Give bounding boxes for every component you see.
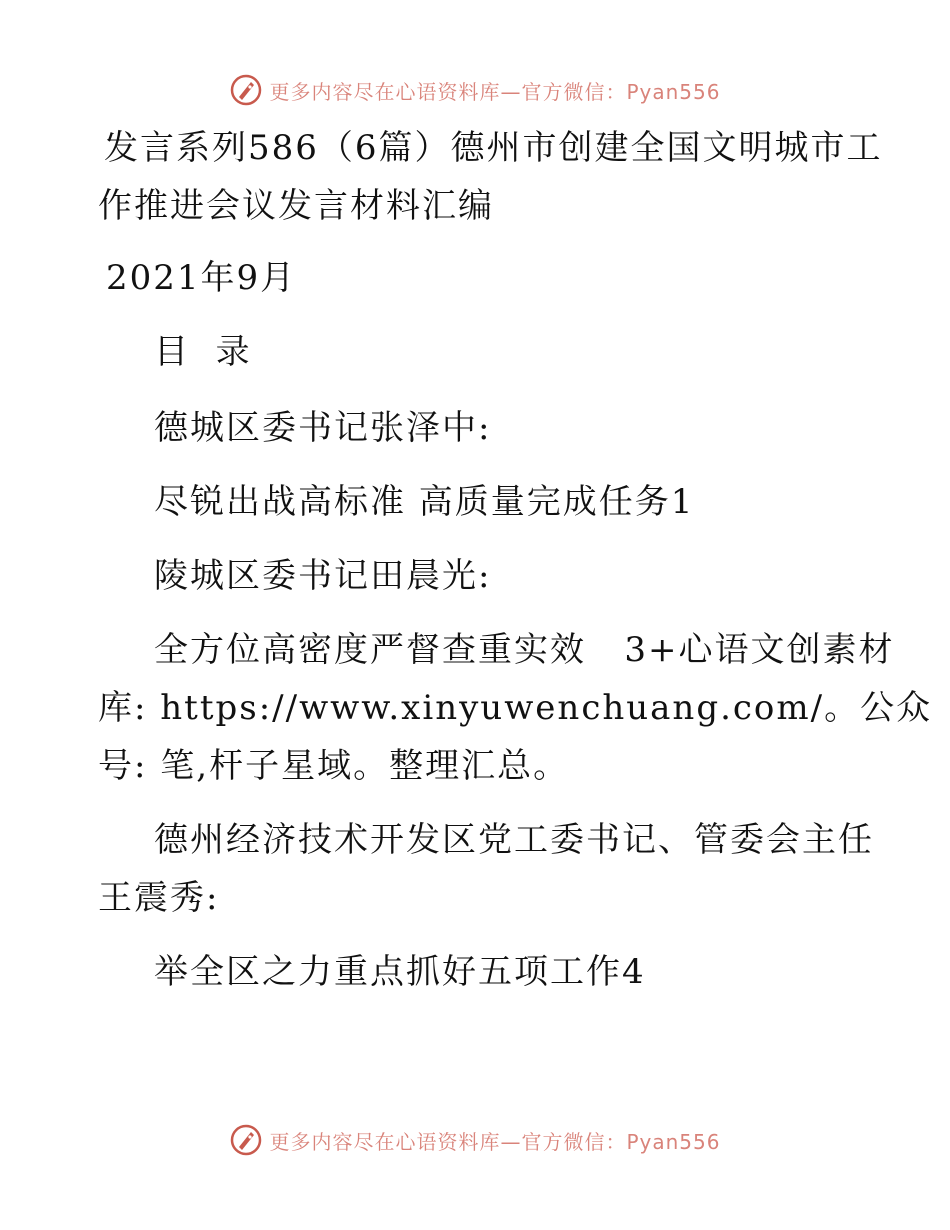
toc-entry: 王震秀: (98, 878, 220, 918)
watermark-text: 更多内容尽在心语资料库—官方微信：Pyan556 (269, 1129, 721, 1154)
toc-entry: 全方位高密度严督查重实效 3+心语文创素材 (154, 630, 895, 670)
toc-entry: 德州经济技术开发区党工委书记、管委会主任 (154, 820, 874, 860)
watermark-text: 更多内容尽在心语资料库—官方微信：Pyan556 (269, 79, 721, 104)
document-title-line-2: 作推进会议发言材料汇编 (98, 186, 494, 226)
toc-heading: 目 录 (154, 332, 252, 372)
document-date: 2021年9月 (106, 258, 297, 298)
toc-entry: 库: https://www.xinyuwenchuang.com/。公众 (98, 688, 933, 728)
footer-watermark (0, 1120, 950, 1160)
toc-entry: 号: 笔,杆子星域。整理汇总。 (98, 746, 570, 786)
toc-entry: 尽锐出战高标准 高质量完成任务1 (154, 482, 695, 522)
document-title-line-1: 发言系列586（6篇）德州市创建全国文明城市工 (104, 128, 883, 168)
pen-nib-logo-icon (229, 1123, 263, 1157)
toc-entry: 陵城区委书记田晨光: (154, 556, 492, 596)
toc-entry: 德城区委书记张泽中: (154, 408, 492, 448)
toc-entry: 举全区之力重点抓好五项工作4 (154, 952, 646, 992)
